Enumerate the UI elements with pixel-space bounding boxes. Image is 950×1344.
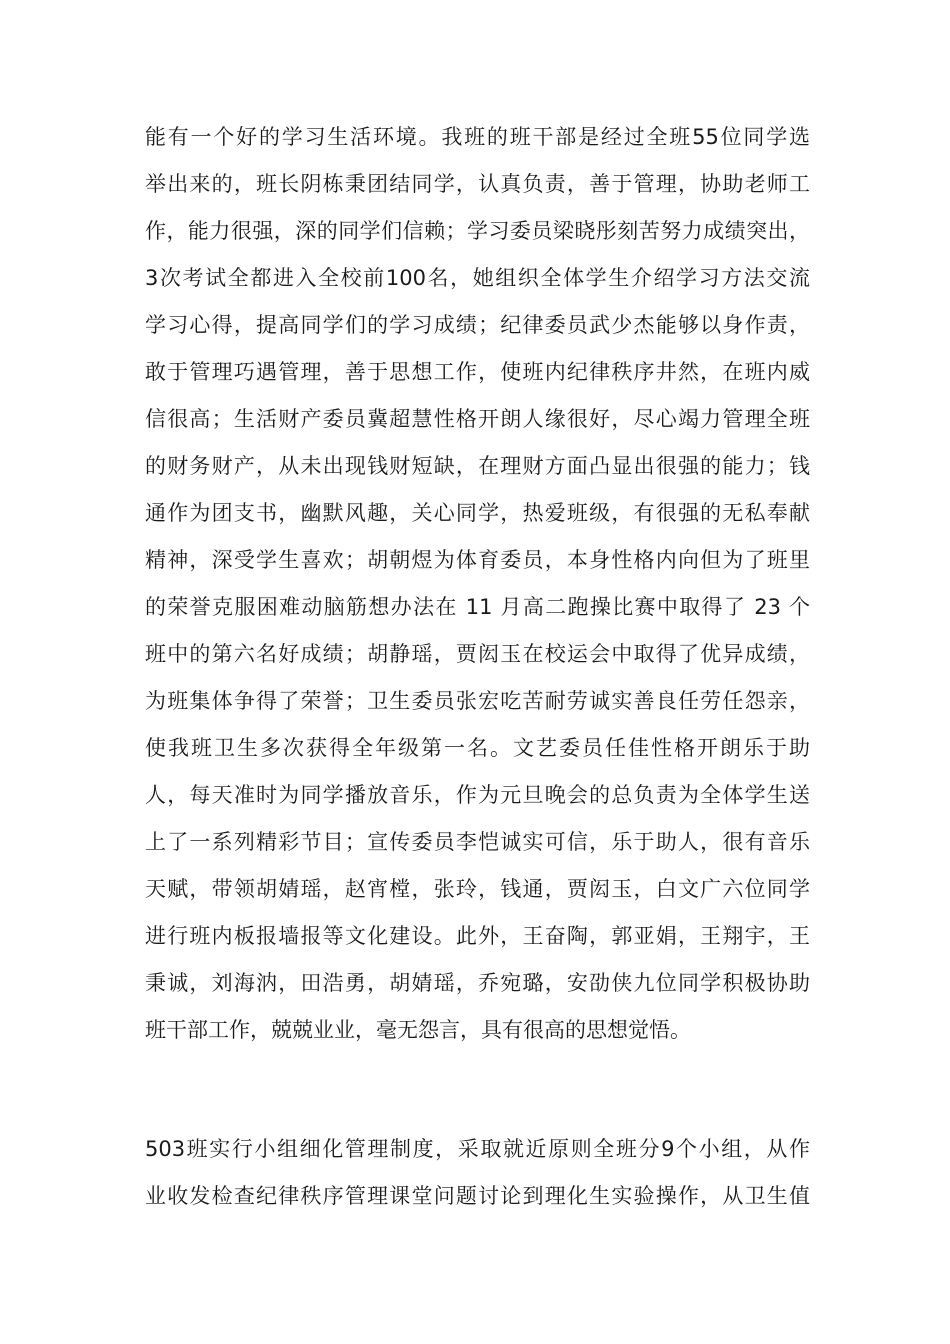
paragraph-1-line-12: 班中的第六名好成绩；胡静瑶，贾闳玉在校运会中取得了优异成绩， bbox=[145, 642, 810, 666]
paragraph-1-line-20: 班干部工作，兢兢业业，毫无怨言，具有很高的思想觉悟。 bbox=[145, 1018, 691, 1042]
paragraph-1-line-11: 的荣誉克服困难动脑筋想办法在 11 月高二跑操比赛中取得了 23 个 bbox=[145, 595, 810, 619]
paragraph-1-line-9: 通作为团支书，幽默风趣，关心同学，热爱班级，有很强的无私奉献 bbox=[145, 501, 810, 525]
paragraph-1-line-4: 3次考试全都进入全校前100名，她组织全体学生介绍学习方法交流 bbox=[145, 266, 810, 290]
paragraph-1-line-8: 的财务财产，从未出现钱财短缺，在理财方面凸显出很强的能力；钱 bbox=[145, 454, 810, 478]
paragraph-1-line-5: 学习心得，提高同学们的学习成绩；纪律委员武少杰能够以身作责， bbox=[145, 313, 810, 337]
paragraph-1-line-19: 秉诚，刘海汭，田浩勇，胡婧瑶，乔宛璐，安劭侠九位同学积极协助 bbox=[145, 971, 810, 995]
paragraph-1-line-3: 作，能力很强，深的同学们信赖；学习委员梁晓彤刻苦努力成绩突出， bbox=[145, 219, 810, 243]
paragraph-2-line-1: 503班实行小组细化管理制度，采取就近原则全班分9个小组，从作 bbox=[145, 1137, 810, 1161]
paragraph-1-line-13: 为班集体争得了荣誉；卫生委员张宏吃苦耐劳诚实善良任劳任怨亲， bbox=[145, 689, 810, 713]
paragraph-1-line-7: 信很高；生活财产委员冀超慧性格开朗人缘很好，尽心竭力管理全班 bbox=[145, 407, 810, 431]
paragraph-1-line-2: 举出来的，班长阴栋秉团结同学，认真负责，善于管理，协助老师工 bbox=[145, 172, 810, 196]
paragraph-2-line-2: 业收发检查纪律秩序管理课堂问题讨论到理化生实验操作，从卫生值 bbox=[145, 1184, 810, 1208]
paragraph-1-line-18: 进行班内板报墙报等文化建设。此外，王奋陶，郭亚娟，王翔宇，王 bbox=[145, 924, 810, 948]
paragraph-1-line-15: 人，每天准时为同学播放音乐，作为元旦晚会的总负责为全体学生送 bbox=[145, 783, 810, 807]
paragraph-1-line-1: 能有一个好的学习生活环境。我班的班干部是经过全班55位同学选 bbox=[145, 125, 810, 149]
paragraph-1-line-10: 精神，深受学生喜欢；胡朝煜为体育委员，本身性格内向但为了班里 bbox=[145, 548, 810, 572]
paragraph-1-line-14: 使我班卫生多次获得全年级第一名。文艺委员任佳性格开朗乐于助 bbox=[145, 736, 810, 760]
paragraph-1-line-17: 天赋，带领胡婧瑶，赵宵樘，张玲，钱通，贾闳玉，白文广六位同学 bbox=[145, 877, 810, 901]
paragraph-1-line-16: 上了一系列精彩节目；宣传委员李恺诚实可信，乐于助人，很有音乐 bbox=[145, 830, 810, 854]
paragraph-1-line-6: 敢于管理巧遇管理，善于思想工作，使班内纪律秩序井然，在班内威 bbox=[145, 360, 810, 384]
